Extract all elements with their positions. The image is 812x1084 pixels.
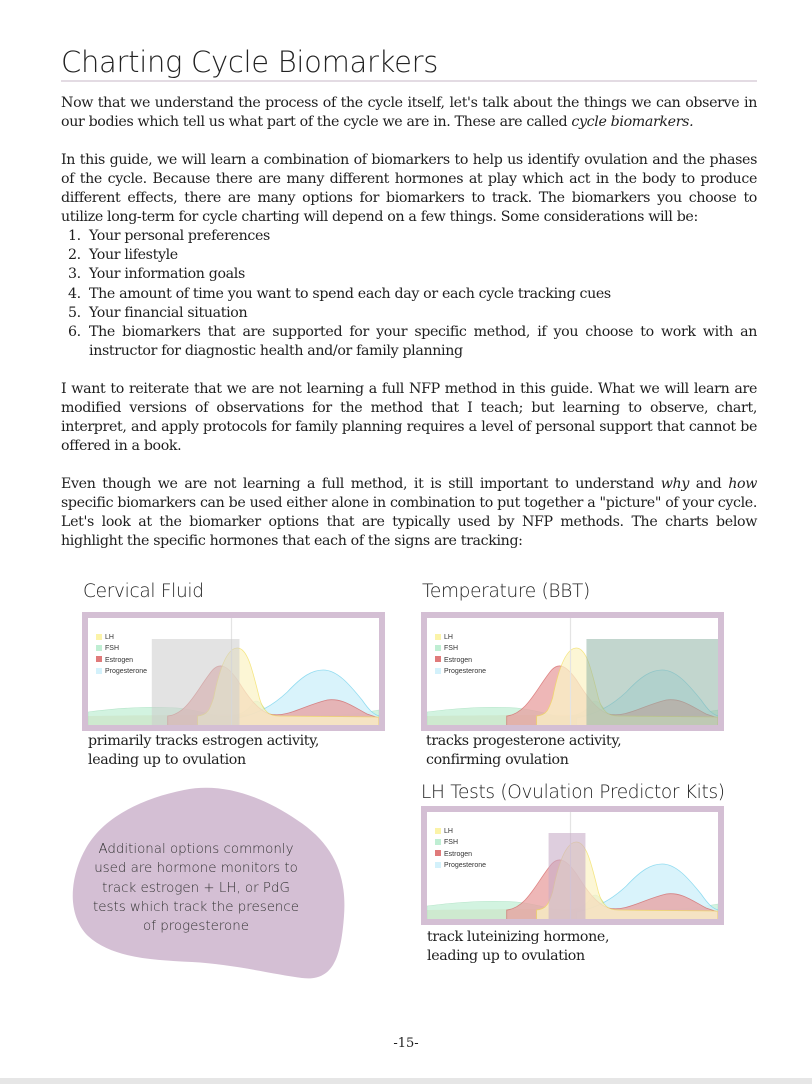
page-content [61, 44, 757, 551]
chart-legend: LH FSH Estrogen Progesterone [435, 632, 486, 678]
intro-emphasis: cycle biomarkers. [571, 114, 694, 130]
chart-legend: LH FSH Estrogen Progesterone [435, 826, 486, 872]
page-number: -15- [393, 1036, 419, 1051]
list-item: 4. The amount of time you want to spend each day or each cycle tracking cues [85, 285, 757, 304]
list-item: 6. The biomarkers that are supported for your specific method, if you choose to work with an instructor for diagnostic health and/or family planning [85, 323, 757, 361]
page-bottom-edge [0, 1078, 812, 1084]
list-item: 1. Your personal preferences [85, 227, 757, 246]
temperature-caption: tracks progesterone activity, confirming ovulation [426, 733, 622, 768]
list-item: 3. Your information goals [85, 265, 757, 284]
lh-tests-chart [421, 806, 724, 925]
method-text-and: and [688, 476, 729, 493]
considerations-list [61, 227, 757, 361]
cervical-fluid-title: Cervical Fluid [83, 581, 204, 602]
callout-text: Additional options commonly used are hormone monitors to track estrogen + LH, or PdG tests which track the presence of progesterone [92, 842, 300, 935]
guide-paragraph: In this guide, we will learn a combination of biomarkers to help us identify ovulation and the phases of the cycle. Because there are many different hormones at play which act in the body to produce different effects, there are many options for biomarkers to track. The biomarkers you choose to utilize long-term for cycle charting will depend on a few things. Some considerations will be: [61, 152, 757, 225]
intro-paragraph [61, 94, 757, 132]
cervical-fluid-chart [82, 612, 385, 731]
method-paragraph [61, 475, 757, 551]
method-text-2: specific biomarkers can be used either alone in combination to put together a "picture" of your cycle. Let's look at the biomarker options that are typically used by NFP methods. The charts below highlight the specific hormones that each of the signs are tracking: [61, 495, 757, 550]
temperature-title: Temperature (BBT) [422, 581, 590, 602]
intro-text: Now that we understand the process of the cycle itself, let's talk about the things we can observe in our bodies which tell us what part of the cycle we are in. These are called [61, 95, 757, 130]
method-text-1: Even though we are not learning a full method, it is still important to understand [61, 476, 661, 493]
list-item: 2. Your lifestyle [85, 246, 757, 265]
lh-tests-caption: track luteinizing hormone, leading up to ovulation [427, 929, 610, 964]
list-item: 5. Your financial situation [85, 304, 757, 323]
lh-tests-title: LH Tests (Ovulation Predictor Kits) [421, 782, 725, 803]
title-underline [61, 80, 757, 82]
page-title: Charting Cycle Biomarkers [61, 45, 439, 79]
reiterate-paragraph: I want to reiterate that we are not learning a full NFP method in this guide. What we will learn are modified versions of observations for the method that I teach; but learning to observe, chart, interpret, and apply protocols for family planning requires a level of personal support that cannot be offered in a book. [61, 381, 757, 455]
emphasis-why: why [660, 476, 689, 493]
chart-legend: LH FSH Estrogen Progesterone [96, 632, 147, 678]
temperature-chart [421, 612, 724, 731]
emphasis-how: how [728, 476, 757, 493]
cervical-fluid-caption: primarily tracks estrogen activity, leading up to ovulation [88, 733, 320, 768]
